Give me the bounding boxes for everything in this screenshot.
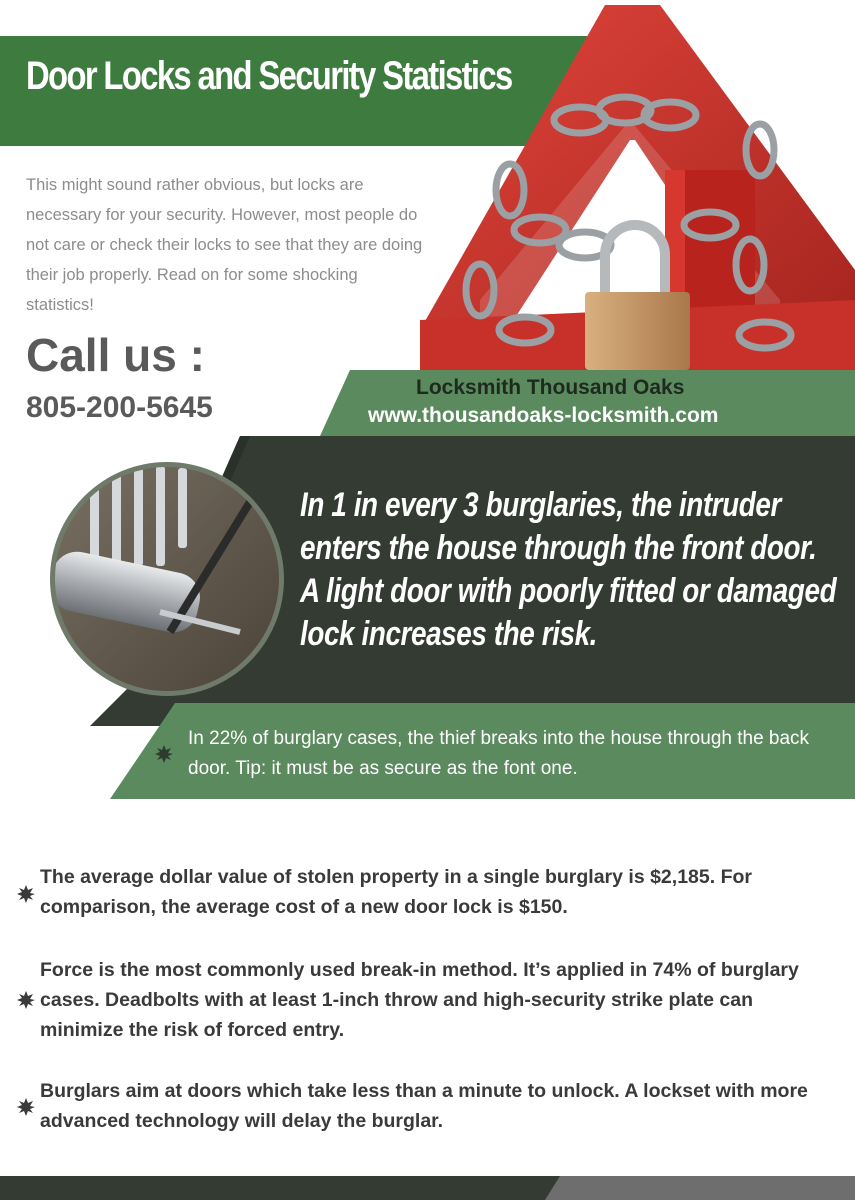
- main-stat-text: In 1 in every 3 burglaries, the intruder enters the house through the front door. A light door with poorly fitted or damaged lock increases the risk.: [300, 486, 837, 653]
- stat-item: Force is the most commonly used break-in method. It’s applied in 74% of burglary cases. Deadbolts with at least 1-inch throw and high-security strike plate can minimize the risk of forced entry.: [40, 959, 799, 1041]
- phone-number[interactable]: 805-200-5645: [26, 391, 213, 424]
- house-chain-lock-illustration: [420, 0, 855, 372]
- company-website-link[interactable]: www.thousandoaks-locksmith.com: [368, 404, 719, 427]
- burst-bullet-icon: [17, 1098, 35, 1116]
- page-title: Door Locks and Security Statistics: [26, 54, 512, 98]
- stat-item: The average dollar value of stolen property in a single burglary is $2,185. For comparison, the average cost of a new door lock is $150.: [40, 866, 752, 918]
- burst-bullet-icon: [17, 991, 35, 1009]
- lock-pick-tools-photo: [50, 462, 284, 696]
- footer-bar: [0, 1176, 855, 1200]
- burst-bullet-icon: [155, 745, 173, 763]
- stat-item: Burglars aim at doors which take less than a minute to unlock. A lockset with more advanced technology will delay the burglar.: [40, 1080, 808, 1132]
- tip-text: In 22% of burglary cases, the thief breaks into the house through the back door. Tip: it must be as secure as the font one.: [188, 728, 810, 779]
- intro-paragraph: This might sound rather obvious, but locks are necessary for your security. However, most people do not care or check their locks to see that they are doing their job properly. Read on for some shocking statistics!: [26, 176, 423, 314]
- burst-bullet-icon: [17, 885, 35, 903]
- company-name: Locksmith Thousand Oaks: [416, 376, 685, 399]
- call-us-label: Call us :: [26, 329, 205, 381]
